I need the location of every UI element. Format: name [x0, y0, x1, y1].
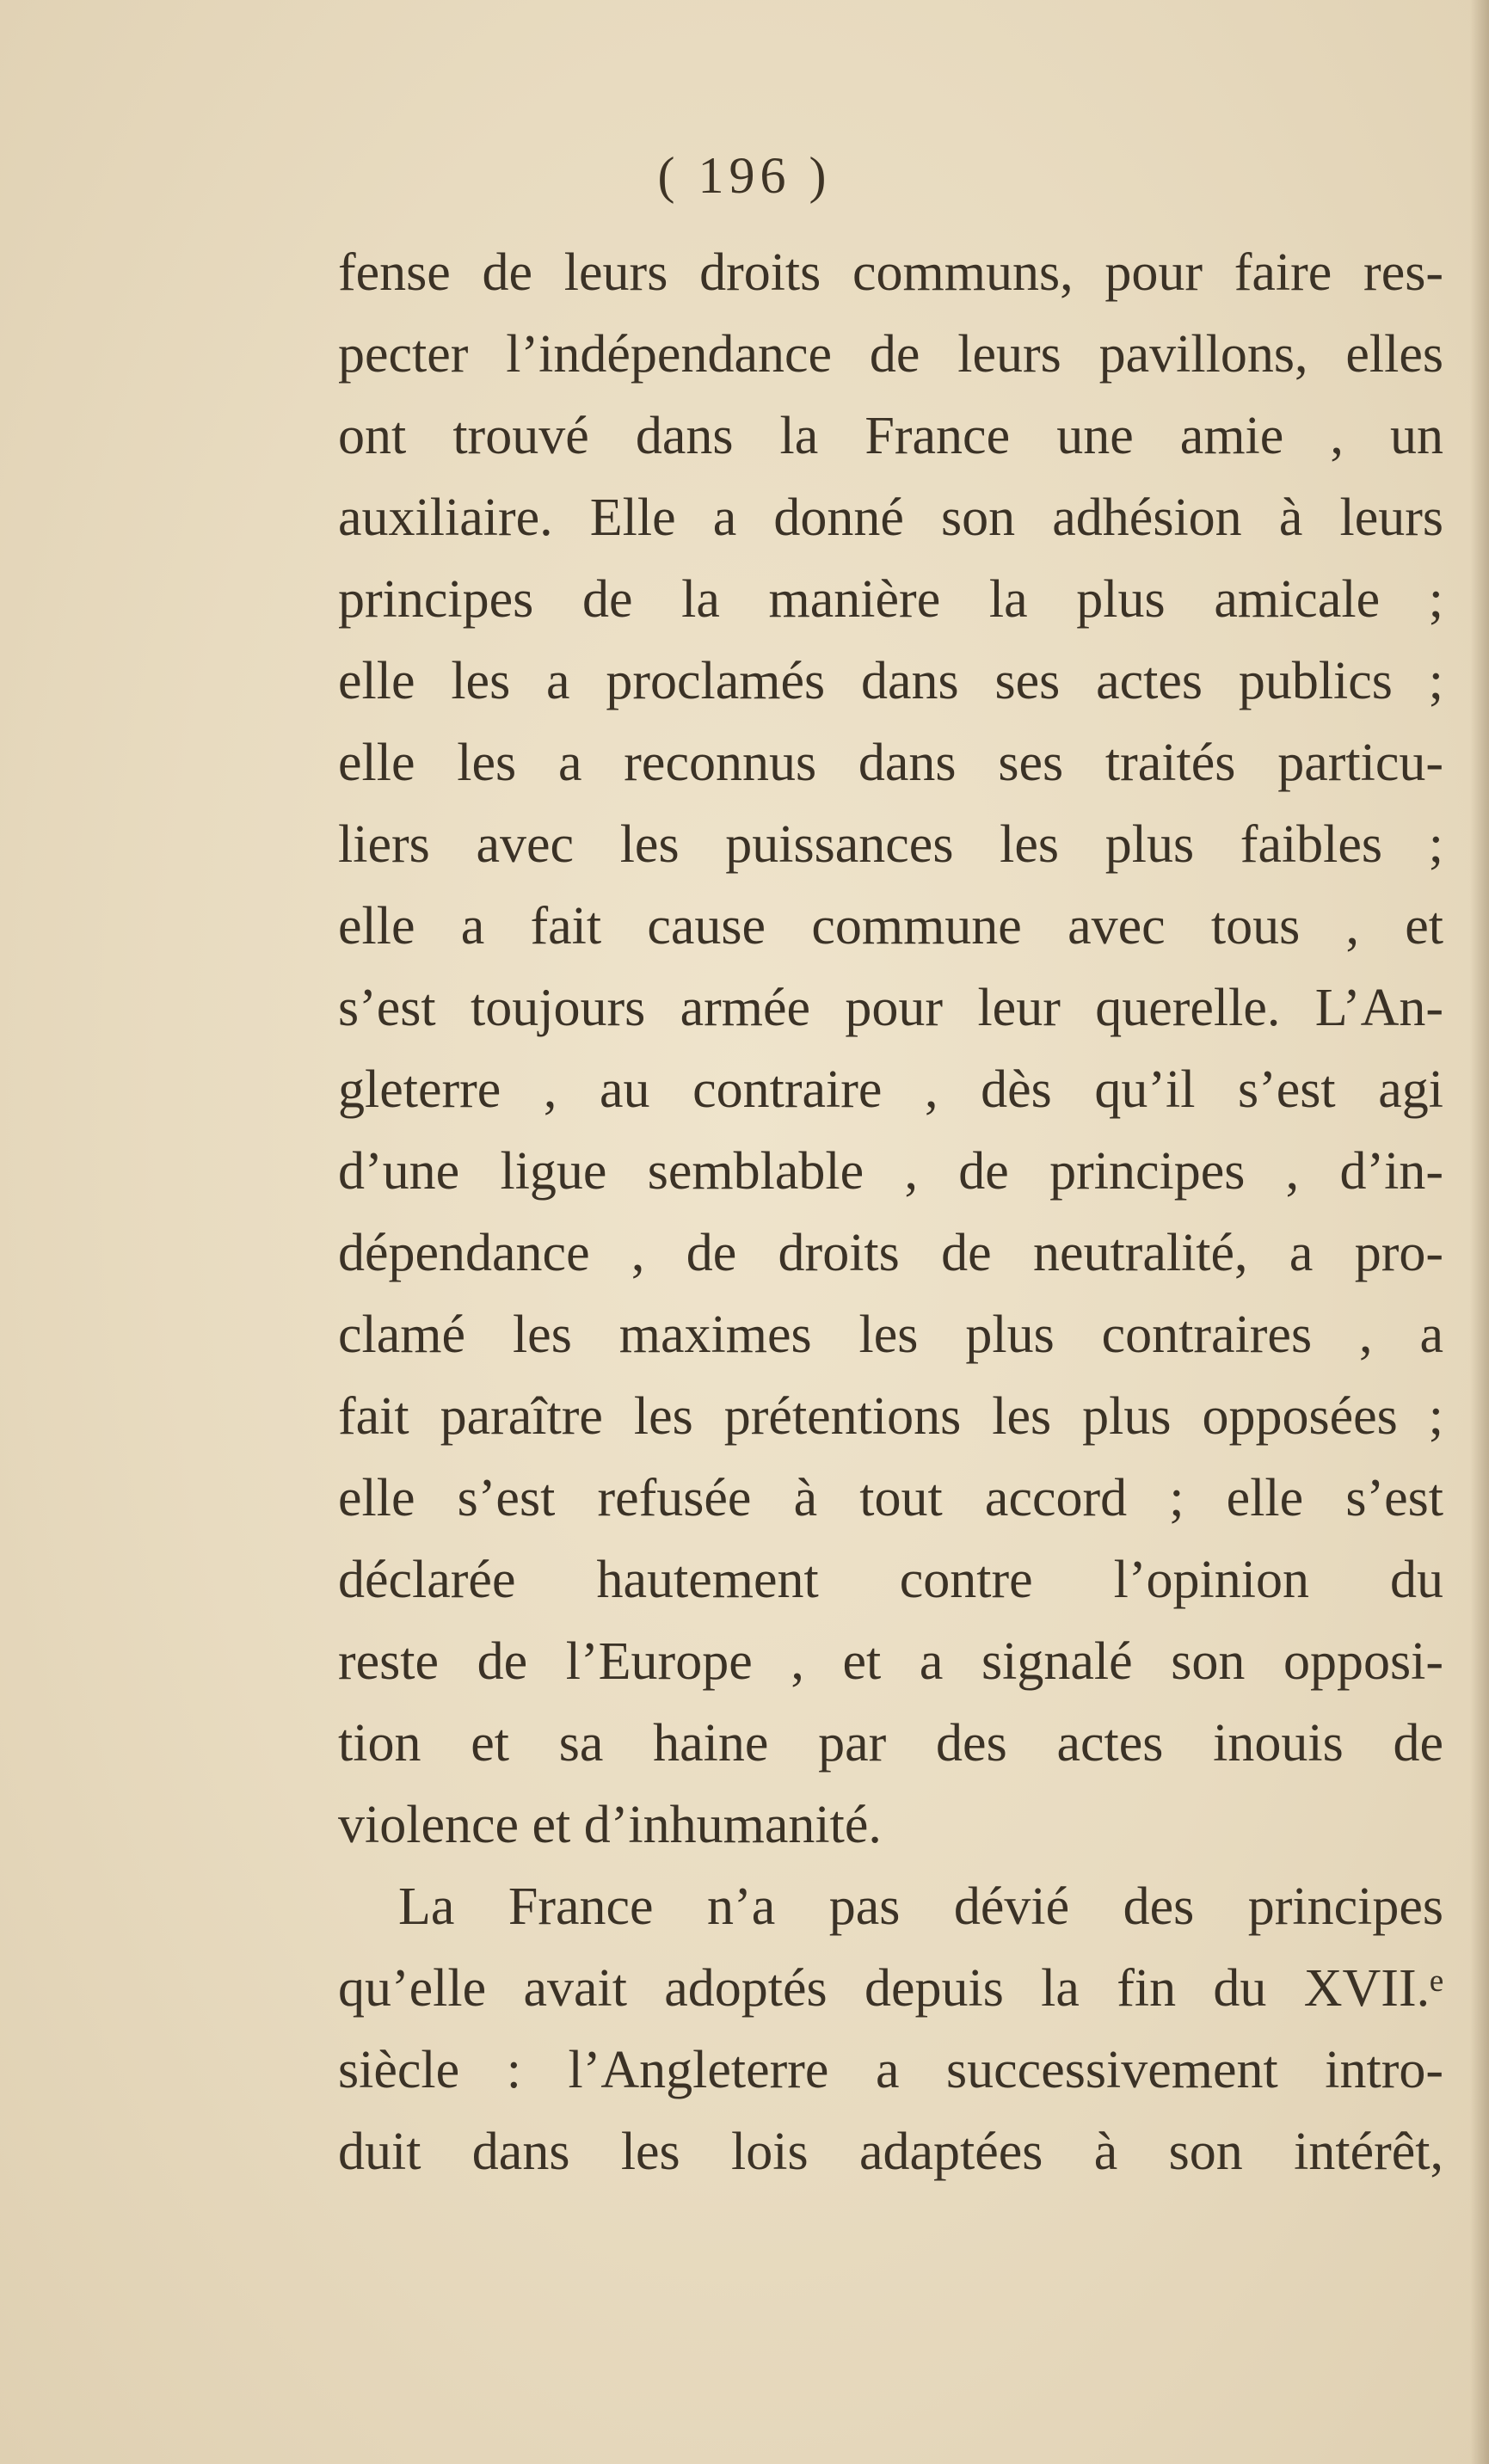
text-line: clamé les maximes les plus contraires , a [338, 1306, 1443, 1364]
text-line: elle les a reconnus dans ses traités particu- [338, 734, 1443, 792]
text-line: La France n’a pas dévié des principes [398, 1877, 1443, 1936]
text-line: auxiliaire. Elle a donné son adhésion à leurs [338, 488, 1443, 547]
text-line: violence et d’inhumanité. [338, 1796, 882, 1854]
text-line: reste de l’Europe , et a signalé son opposi- [338, 1632, 1443, 1691]
text-line: d’une ligue semblable , de principes , d’in- [338, 1142, 1443, 1201]
text-line: duit dans les lois adaptées à son intérêt, [338, 2123, 1443, 2181]
text-line: ont trouvé dans la France une amie , un [338, 407, 1443, 465]
text-line: dépendance , de droits de neutralité, a pro- [338, 1224, 1443, 1282]
text-line: pecter l’indépendance de leurs pavillons, elles [338, 325, 1443, 384]
text-line: qu’elle avait adoptés depuis la fin du XVII.ᵉ [338, 1959, 1443, 2018]
text-line: siècle : l’Angleterre a successivement intro- [338, 2041, 1443, 2099]
text-line: fense de leurs droits communs, pour faire res- [338, 243, 1443, 302]
body-text [338, 232, 1443, 2193]
text-line: elle les a proclamés dans ses actes publics ; [338, 652, 1443, 710]
page-number: ( 196 ) [657, 147, 832, 204]
text-line: liers avec les puissances les plus faibles ; [338, 815, 1443, 874]
text-line: déclarée hautement contre l’opinion du [338, 1551, 1443, 1609]
text-line: principes de la manière la plus amicale ; [338, 570, 1443, 629]
text-line: elle a fait cause commune avec tous , et [338, 897, 1443, 955]
text-line: tion et sa haine par des actes inouis de [338, 1714, 1443, 1773]
text-line: fait paraître les prétentions les plus opposées ; [338, 1387, 1443, 1446]
page-edge-shadow [1470, 0, 1489, 2464]
text-line: s’est toujours armée pour leur querelle. L’An- [338, 979, 1443, 1037]
text-line: gleterre , au contraire , dès qu’il s’est agi [338, 1060, 1443, 1119]
text-line: elle s’est refusée à tout accord ; elle s’est [338, 1469, 1443, 1527]
